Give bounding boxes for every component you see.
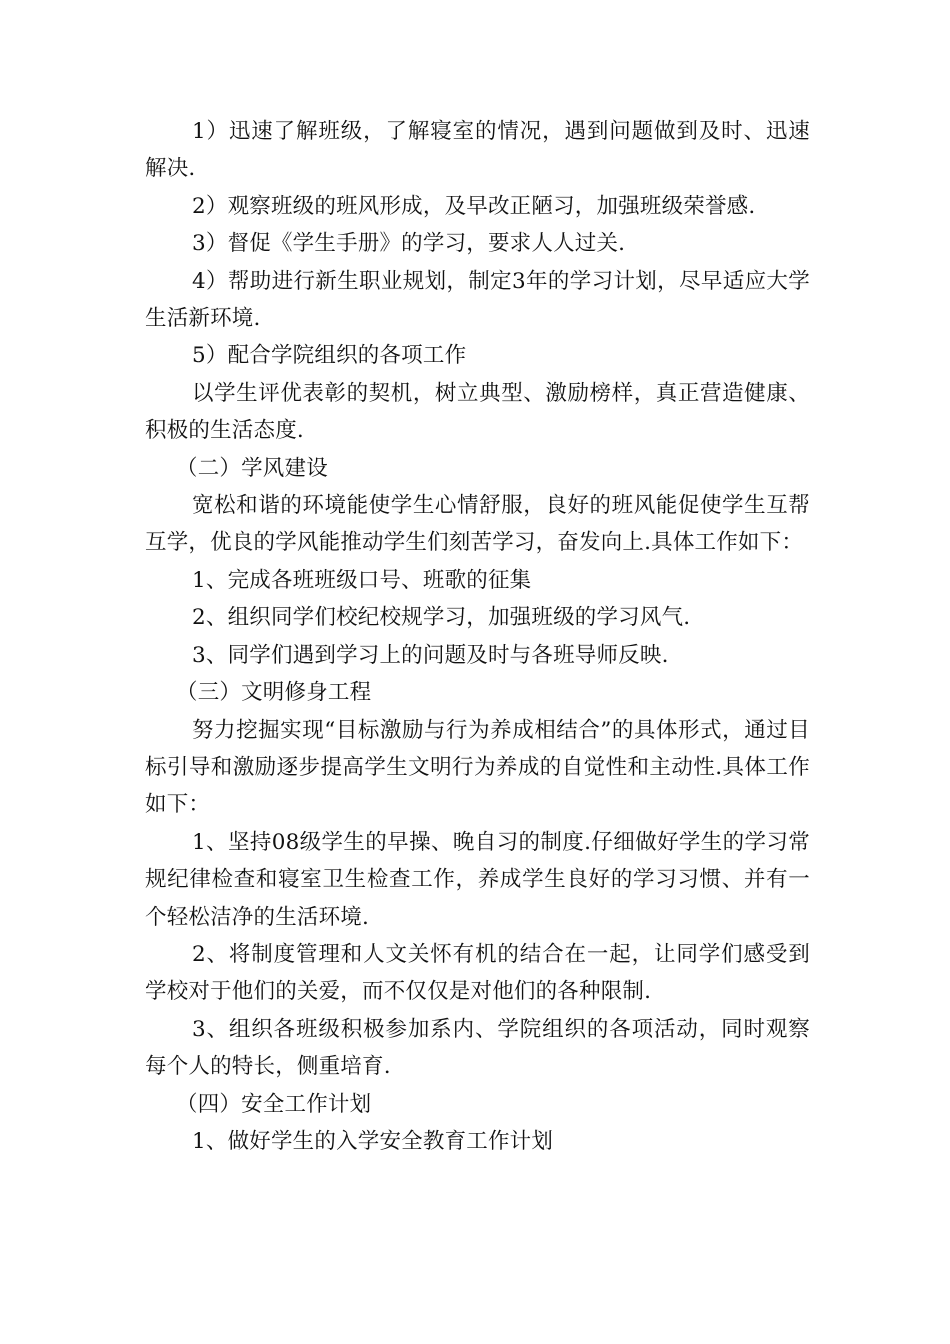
paragraph: 努力挖掘实现“目标激励与行为养成相结合”的具体形式，通过目标引导和激励逐步提高学生文明行为养成的自觉性和主动性.具体工作如下： xyxy=(145,717,810,818)
paragraph: 2、组织同学们校纪校规学习，加强班级的学习风气. xyxy=(192,605,691,631)
paragraph: 1、坚持08级学生的早操、晚自习的制度.仔细做好学生的学习常规纪律检查和寝室卫生检查工作，养成学生良好的学习习惯、并有一个轻松洁净的生活环境. xyxy=(145,829,810,930)
paragraph: 1）迅速了解班级，了解寝室的情况，遇到问题做到及时、迅速解决. xyxy=(145,119,810,182)
section-heading: （三）文明修身工程 xyxy=(176,680,372,706)
paragraph: 5）配合学院组织的各项工作 xyxy=(192,343,467,369)
paragraph: 3、组织各班级积极参加系内、学院组织的各项活动，同时观察每个人的特长，侧重培育. xyxy=(145,1016,810,1080)
paragraph: 2、将制度管理和人文关怀有机的结合在一起，让同学们感受到学校对于他们的关爱，而不仅仅是对他们的各种限制. xyxy=(145,941,810,1005)
paragraph: 1、做好学生的入学安全教育工作计划 xyxy=(192,1128,554,1154)
paragraph: 3）督促《学生手册》的学习，要求人人过关. xyxy=(192,231,626,257)
paragraph: 宽松和谐的环境能使学生心情舒服，良好的班风能促使学生互帮互学，优良的学风能推动学生们刻苦学习，奋发向上.具体工作如下： xyxy=(145,493,810,556)
section-heading: （二）学风建设 xyxy=(176,455,328,481)
paragraph: 3、同学们遇到学习上的问题及时与各班导师反映. xyxy=(192,642,669,668)
section-heading: （四）安全工作计划 xyxy=(176,1091,372,1117)
paragraph: 4）帮助进行新生职业规划，制定3年的学习计划，尽早适应大学生活新环境. xyxy=(145,268,810,332)
document-body xyxy=(145,113,810,1160)
paragraph: 2）观察班级的班风形成，及早改正陋习，加强班级荣誉感. xyxy=(192,193,756,219)
paragraph: 1、完成各班班级口号、班歌的征集 xyxy=(192,567,532,593)
paragraph: 以学生评优表彰的契机，树立典型、激励榜样，真正营造健康、积极的生活态度. xyxy=(145,380,810,444)
